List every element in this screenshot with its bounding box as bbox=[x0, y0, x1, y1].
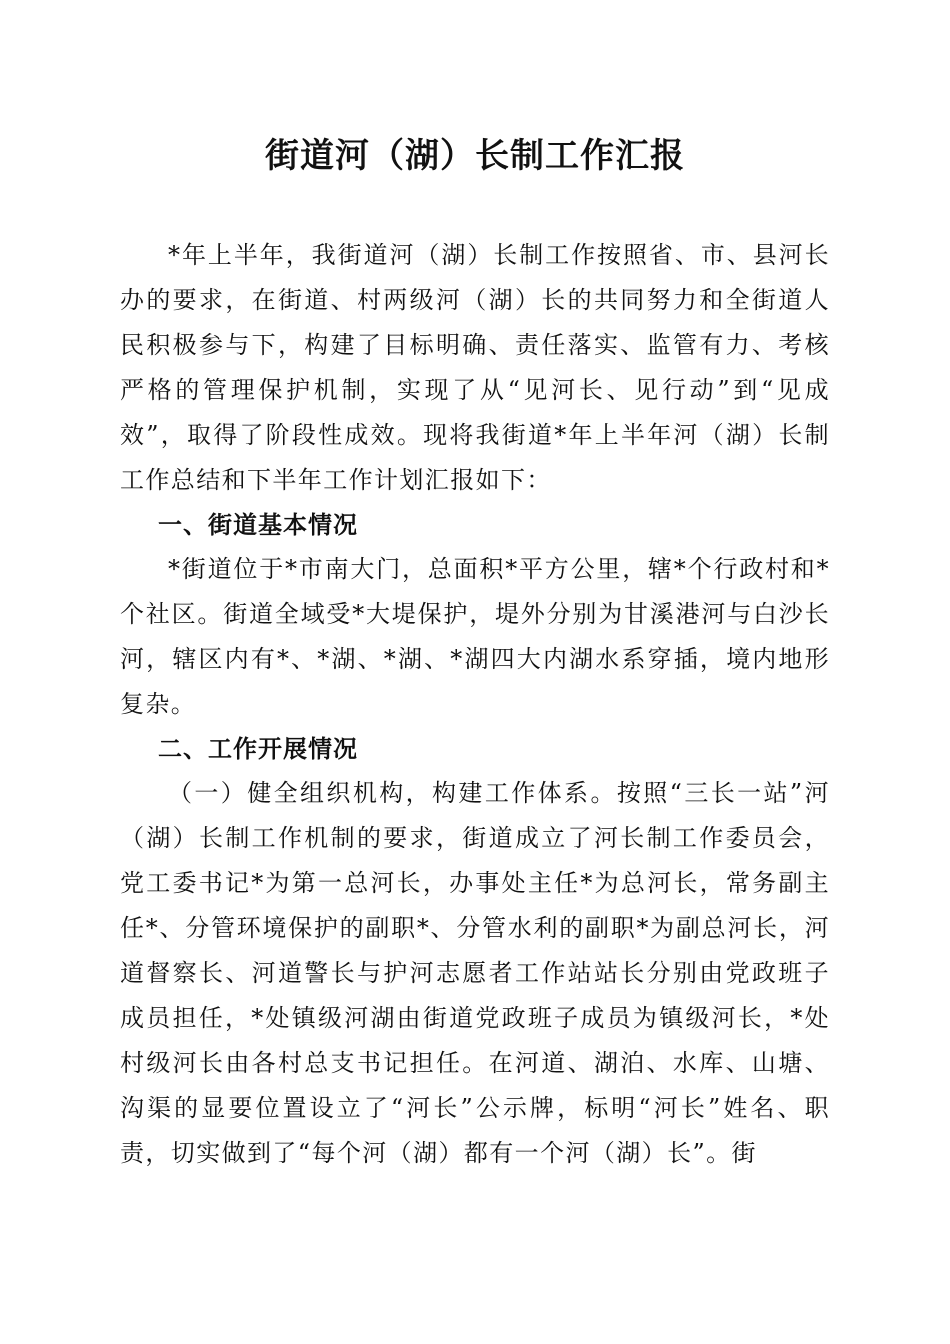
document-title: 街道河（湖）长制工作汇报 bbox=[265, 136, 685, 176]
document-body bbox=[120, 233, 830, 1176]
basic-info-paragraph: *街道位于*市南大门，总面积*平方公里，辖*个行政村和*个社区。街道全域受*大堤保护，堤外分别为甘溪港河与白沙长河，辖区内有*、*湖、*湖、*湖四大内湖水系穿插，境内地形复杂。 bbox=[120, 555, 830, 718]
intro-paragraph: *年上半年，我街道河（湖）长制工作按照省、市、县河长办的要求，在街道、村两级河（湖）长的共同努力和全街道人民积极参与下，构建了目标明确、责任落实、监管有力、考核严格的管理保护机制，实现了从“见河长、见行动”到“见成效”，取得了阶段性成效。现将我街道*年上半年河（湖）长制工作总结和下半年工作计划汇报如下： bbox=[120, 241, 830, 494]
section-heading-work-progress: 二、工作开展情况 bbox=[158, 735, 358, 763]
section-heading-basic-info: 一、街道基本情况 bbox=[158, 511, 358, 539]
work-progress-paragraph: （一）健全组织机构，构建工作体系。按照“三长一站”河（湖）长制工作机制的要求，街道成立了河长制工作委员会，党工委书记*为第一总河长，办事处主任*为总河长，常务副主任*、分管环境保护的副职*、分管水利的副职*为副总河长，河道督察长、河道警长与护河志愿者工作站站长分别由党政班子成员担任，*处镇级河湖由街道党政班子成员为镇级河长，*处村级河长由各村总支书记担任。在河道、湖泊、水库、山塘、沟渠的显要位置设立了“河长”公示牌，标明“河长”姓名、职责，切实做到了“每个河（湖）都有一个河（湖）长”。街 bbox=[120, 779, 830, 1167]
